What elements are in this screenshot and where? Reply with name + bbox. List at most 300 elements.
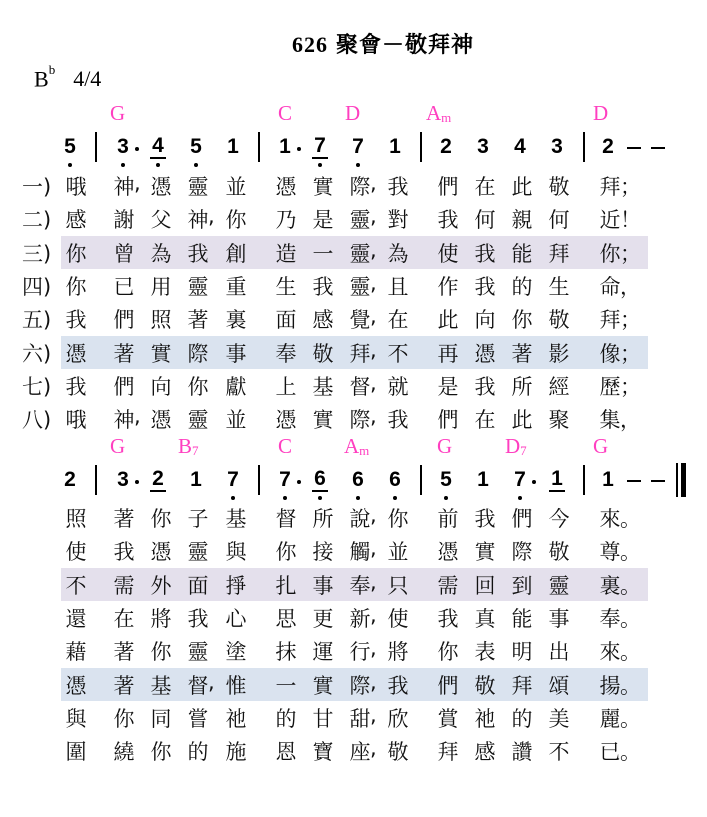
chord-symbol [110, 434, 125, 459]
lyric-char: 子 [187, 507, 209, 531]
lyric-end-punctuation: 。 [620, 540, 641, 565]
lyric-char: 們 [437, 673, 459, 698]
lyric-char: 運 [312, 640, 334, 665]
lyric-char: 著 [511, 341, 533, 366]
key-signature [34, 62, 102, 92]
lyric-char: 像 [599, 341, 621, 366]
chord-quality: 7 [192, 443, 199, 458]
lyric-char: 所 [511, 374, 533, 399]
lyric-char: 感 [474, 740, 496, 765]
lyric-char: 藉 [65, 640, 87, 665]
lyric-comma: , [370, 237, 377, 262]
time-signature: 4/4 [73, 66, 102, 92]
lyric-char: 事 [225, 341, 247, 366]
lyric-end-punctuation: ； [620, 308, 641, 333]
lyric-char: 實 [150, 341, 172, 366]
lyric-char: 你 [150, 507, 172, 531]
note: 1 [389, 135, 401, 158]
lyric-char: 並 [387, 540, 409, 565]
augmentation-dot [297, 147, 301, 151]
lyric-char: 我 [437, 208, 459, 233]
lyric-char: 思 [275, 606, 297, 631]
lyric-char: 接 [312, 540, 334, 565]
lyric-char: 督 [275, 507, 297, 531]
lyric-char: 說 [349, 507, 371, 531]
lyric-comma: , [370, 270, 377, 295]
lyric-char: 的 [187, 740, 209, 765]
lyric-char: 我 [312, 274, 334, 299]
lyric-char: 你 [113, 706, 135, 731]
lyric-char: 照 [65, 507, 87, 531]
lyric-char: 用 [150, 274, 172, 299]
lyric-end-punctuation: ！ [620, 208, 641, 233]
chord-root: D [593, 101, 609, 125]
lyric-char: 憑 [275, 408, 297, 433]
lyric-char: 座 [349, 740, 371, 765]
lyric-char: 我 [187, 241, 209, 266]
lyric-char: 裏 [225, 308, 247, 333]
lyric-char: 出 [548, 640, 570, 665]
lyric-end-punctuation: 。 [620, 606, 641, 631]
lyric-char: 行 [349, 640, 371, 665]
lyric-char: 作 [437, 274, 459, 299]
lyric-char: 並 [225, 175, 247, 199]
lyric-char: 造 [275, 241, 297, 266]
bar-line [95, 465, 97, 495]
lyric-char: 我 [474, 507, 496, 531]
lyric-char: 憑 [275, 175, 297, 199]
lyric-char: 靈 [349, 241, 371, 266]
lyric-char: 此 [437, 308, 459, 333]
lyric-char: 我 [387, 175, 409, 199]
lyric-char: 神 [187, 208, 209, 233]
lyric-char: 的 [275, 706, 297, 731]
lyric-char: 讚 [511, 740, 533, 765]
lyric-char: 實 [474, 540, 496, 565]
lyric-end-punctuation: 。 [620, 507, 641, 531]
chord-root: G [437, 434, 453, 458]
lyric-char: 不 [65, 573, 87, 598]
note: 5 [438, 468, 454, 492]
note: 2 [602, 135, 614, 158]
lyric-char: 回 [474, 573, 496, 598]
lyric-char: 向 [150, 374, 172, 399]
lyric-char: 面 [275, 308, 297, 333]
chord-symbol [345, 101, 360, 126]
lyric-char: 我 [437, 606, 459, 631]
lyric-char: 甜 [349, 706, 371, 731]
lyric-char: 拜 [599, 175, 621, 199]
lyric-comma: , [370, 404, 377, 429]
note: 1 [477, 468, 489, 491]
chord-symbol [178, 434, 199, 459]
lyric-end-punctuation: ； [620, 341, 641, 366]
lyric-char: 扎 [275, 573, 297, 598]
lyric-char: 著 [187, 308, 209, 333]
lyric-comma: , [370, 736, 377, 761]
lyric-char: 實 [312, 408, 334, 433]
lyric-char: 憑 [65, 341, 87, 366]
lyric-comma: , [370, 503, 377, 527]
lyric-char: 何 [474, 208, 496, 233]
chord-symbol [437, 434, 452, 459]
lyric-char: 表 [474, 640, 496, 665]
lyric-comma: , [370, 337, 377, 362]
lyric-end-punctuation: 。 [620, 640, 641, 665]
lyric-end-punctuation: 。 [620, 573, 641, 598]
chord-symbol [593, 101, 608, 126]
augmentation-dot [532, 480, 536, 484]
chord-symbol [278, 101, 292, 126]
lyric-char: 你 [225, 208, 247, 233]
lyric-char: 拜 [511, 673, 533, 698]
lyric-comma: , [370, 602, 377, 627]
lyric-char: 際 [187, 341, 209, 366]
lyric-char: 我 [65, 308, 87, 333]
lyric-char: 父 [150, 208, 172, 233]
lyric-char: 你 [511, 308, 533, 333]
lyric-char: 影 [548, 341, 570, 366]
chord-root: G [593, 434, 609, 458]
lyric-char: 為 [150, 241, 172, 266]
lyric-char: 此 [511, 175, 533, 199]
bar-line [258, 132, 260, 162]
lyric-char: 基 [225, 507, 247, 531]
lyric-char: 賞 [437, 706, 459, 731]
lyric-char: 祂 [474, 706, 496, 731]
lyric-char: 恩 [275, 740, 297, 765]
lyric-char: 你 [65, 241, 87, 266]
lyric-char: 同 [150, 706, 172, 731]
lyric-char: 靈 [187, 640, 209, 665]
lyric-char: 靈 [187, 408, 209, 433]
lyric-char: 敬 [387, 740, 409, 765]
note: 5 [62, 135, 78, 159]
lyric-char: 美 [548, 706, 570, 731]
chord-root: A [344, 434, 360, 458]
hymn-name: 聚會－敬拜神 [336, 33, 475, 58]
lyric-char: 哦 [65, 175, 87, 199]
lyric-char: 甘 [312, 706, 334, 731]
lyric-comma: , [370, 636, 377, 661]
lyric-char: 已 [113, 274, 135, 299]
lyric-char: 我 [474, 274, 496, 299]
lyric-char: 是 [312, 208, 334, 233]
lyric-char: 經 [548, 374, 570, 399]
lyric-char: 新 [349, 606, 371, 631]
lyric-end-punctuation: 。 [620, 740, 641, 765]
verse-number: 七) [22, 374, 52, 399]
lyric-char: 對 [387, 208, 409, 233]
bar-line [258, 465, 260, 495]
lyric-char: 際 [349, 408, 371, 433]
bar-line [95, 132, 97, 162]
lyric-char: 為 [387, 241, 409, 266]
lyric-char: 靈 [349, 208, 371, 233]
note: 7 [350, 135, 366, 159]
lyric-char: 敬 [548, 175, 570, 199]
lyric-char: 頌 [548, 673, 570, 698]
lyric-char: 我 [187, 606, 209, 631]
lyric-char: 你 [437, 640, 459, 665]
lyric-char: 一 [312, 241, 334, 266]
verse-number: 一) [22, 175, 52, 199]
lyric-char: 生 [275, 274, 297, 299]
lyric-char: 事 [312, 573, 334, 598]
lyric-char: 的 [511, 274, 533, 299]
lyric-char: 與 [65, 706, 87, 731]
lyric-char: 所 [312, 507, 334, 531]
lyric-char: 哦 [65, 408, 87, 433]
lyric-char: 親 [511, 208, 533, 233]
lyric-char: 命 [599, 274, 621, 299]
verse-number: 三) [22, 241, 52, 266]
note: 3 [117, 468, 129, 491]
lyric-char: 曾 [113, 241, 135, 266]
lyric-char: 將 [387, 640, 409, 665]
lyric-char: 憑 [437, 540, 459, 565]
lyric-char: 拜 [599, 308, 621, 333]
lyric-char: 的 [511, 706, 533, 731]
lyric-char: 著 [113, 673, 135, 698]
lyric-char: 靈 [548, 573, 570, 598]
lyric-char: 際 [511, 540, 533, 565]
lyric-char: 寶 [312, 740, 334, 765]
lyric-char: 不 [548, 740, 570, 765]
lyric-char: 掙 [225, 573, 247, 598]
lyric-char: 繞 [113, 740, 135, 765]
lyric-char: 際 [349, 175, 371, 199]
final-bar-thin [676, 463, 678, 497]
lyric-char: 麗 [599, 706, 621, 731]
lyric-char: 敬 [548, 540, 570, 565]
lyric-comma: , [370, 171, 377, 195]
lyric-char: 揚 [599, 673, 621, 698]
lyric-char: 心 [225, 606, 247, 631]
lyric-char: 抹 [275, 640, 297, 665]
lyric-char: 敬 [548, 308, 570, 333]
lyric-char: 你 [187, 374, 209, 399]
lyric-char: 再 [437, 341, 459, 366]
lyric-char: 外 [150, 573, 172, 598]
lyric-char: 創 [225, 241, 247, 266]
lyric-char: 們 [113, 374, 135, 399]
lyric-char: 圍 [65, 740, 87, 765]
lyric-char: 與 [225, 540, 247, 565]
verse-number: 五) [22, 308, 52, 333]
note: 4 [150, 135, 166, 159]
lyric-end-punctuation: ； [620, 374, 641, 399]
note: 7 [277, 468, 293, 492]
lyric-char: 你 [387, 507, 409, 531]
lyric-char: 你 [599, 241, 621, 266]
note: 6 [312, 468, 328, 492]
lyric-char: 你 [150, 640, 172, 665]
lyric-char: 能 [511, 606, 533, 631]
lyric-char: 際 [349, 673, 371, 698]
chord-symbol [278, 434, 292, 459]
lyric-char: 更 [312, 606, 334, 631]
lyric-end-punctuation: ； [620, 241, 641, 266]
lyric-comma: , [370, 204, 377, 229]
lyric-comma: , [208, 669, 215, 694]
note: 1 [279, 135, 291, 158]
lyric-char: 敬 [312, 341, 334, 366]
lyric-comma: , [208, 204, 215, 229]
lyric-char: 獻 [225, 374, 247, 399]
lyric-char: 使 [65, 540, 87, 565]
lyric-char: 憑 [150, 175, 172, 199]
chord-root: C [278, 101, 293, 125]
augmentation-dot [297, 480, 301, 484]
lyric-char: 神 [113, 408, 135, 433]
note: 1 [227, 135, 239, 158]
key-letter: B [34, 66, 49, 92]
lyric-end-punctuation: 。 [620, 706, 641, 731]
lyric-char: 需 [437, 573, 459, 598]
lyric-char: 乃 [275, 208, 297, 233]
chord-root: D [505, 434, 521, 458]
chord-root: C [278, 434, 293, 458]
augmentation-dot [135, 147, 139, 151]
verse-number: 四) [22, 274, 52, 299]
lyric-char: 你 [150, 740, 172, 765]
chord-root: B [178, 434, 193, 458]
lyric-char: 何 [548, 208, 570, 233]
sustain-dash [651, 147, 665, 149]
lyric-comma: , [370, 702, 377, 727]
lyric-char: 在 [113, 606, 135, 631]
chord-symbol [110, 101, 125, 126]
note: 4 [514, 135, 526, 158]
note: 7 [312, 135, 328, 159]
lyric-char: 能 [511, 241, 533, 266]
lyric-char: 聚 [548, 408, 570, 433]
lyric-char: 一 [275, 673, 297, 698]
lyric-char: 就 [387, 374, 409, 399]
sustain-dash [627, 147, 641, 149]
lyric-char: 感 [65, 208, 87, 233]
lyric-end-punctuation: ； [620, 175, 641, 199]
bar-line [420, 132, 422, 162]
note: 2 [64, 468, 76, 491]
lyric-char: 歷 [599, 374, 621, 399]
lyric-char: 靈 [187, 274, 209, 299]
note: 1 [549, 468, 565, 492]
lyric-char: 們 [113, 308, 135, 333]
lyric-char: 惟 [225, 673, 247, 698]
lyric-char: 你 [275, 540, 297, 565]
lyric-char: 已 [599, 740, 621, 765]
lyric-char: 只 [387, 573, 409, 598]
chord-root: A [426, 101, 442, 125]
lyric-char: 到 [511, 573, 533, 598]
augmentation-dot [135, 480, 139, 484]
lyric-char: 我 [474, 374, 496, 399]
lyric-char: 向 [474, 308, 496, 333]
lyric-end-punctuation: ， [620, 408, 641, 433]
lyric-char: 著 [113, 341, 135, 366]
lyric-char: 督 [187, 673, 209, 698]
lyric-char: 謝 [113, 208, 135, 233]
lyric-char: 拜 [437, 740, 459, 765]
lyric-char: 著 [113, 640, 135, 665]
verse-number: 八) [22, 408, 52, 433]
lyric-char: 我 [387, 408, 409, 433]
lyric-char: 事 [548, 606, 570, 631]
verse-number: 二) [22, 208, 52, 233]
lyric-char: 憑 [474, 341, 496, 366]
note: 1 [190, 468, 202, 491]
chord-root: G [110, 101, 126, 125]
lyric-char: 在 [474, 175, 496, 199]
lyric-char: 拜 [548, 241, 570, 266]
lyric-char: 靈 [349, 274, 371, 299]
note: 7 [512, 468, 528, 492]
lyric-char: 近 [599, 208, 621, 233]
lyric-char: 督 [349, 374, 371, 399]
lyric-char: 使 [387, 606, 409, 631]
chord-quality: 7 [520, 443, 527, 458]
lyric-char: 感 [312, 308, 334, 333]
lyric-char: 奉 [275, 341, 297, 366]
lyric-comma: , [370, 370, 377, 395]
note: 3 [477, 135, 489, 158]
note: 1 [602, 468, 614, 491]
chord-quality: m [441, 110, 452, 125]
lyric-comma: , [370, 569, 377, 594]
note: 2 [440, 135, 452, 158]
sustain-dash [627, 480, 641, 482]
lyric-char: 靈 [187, 175, 209, 199]
lyric-comma: , [370, 536, 377, 561]
lyric-char: 奉 [599, 606, 621, 631]
bar-line [583, 465, 585, 495]
lyric-char: 是 [437, 374, 459, 399]
lyric-comma: , [370, 669, 377, 694]
lyric-end-punctuation: 。 [620, 673, 641, 698]
lyric-char: 覺 [349, 308, 371, 333]
lyric-char: 基 [150, 673, 172, 698]
lyric-char: 需 [113, 573, 135, 598]
lyric-comma: , [370, 304, 377, 329]
note: 6 [387, 468, 403, 492]
lyric-char: 靈 [187, 540, 209, 565]
lyric-comma: , [134, 171, 141, 195]
chord-symbol [426, 101, 451, 126]
lyric-char: 基 [312, 374, 334, 399]
lyric-char: 尊 [599, 540, 621, 565]
lyric-char: 面 [187, 573, 209, 598]
lyric-char: 我 [474, 241, 496, 266]
lyric-char: 憑 [150, 540, 172, 565]
lyric-char: 著 [113, 507, 135, 531]
bar-line [583, 132, 585, 162]
lyric-char: 施 [225, 740, 247, 765]
lyric-char: 照 [150, 308, 172, 333]
note: 7 [225, 468, 241, 492]
lyric-char: 嘗 [187, 706, 209, 731]
lyric-char: 將 [150, 606, 172, 631]
final-bar-thick [681, 463, 686, 497]
chord-quality: m [359, 443, 370, 458]
lyric-char: 來 [599, 640, 621, 665]
lyric-char: 拜 [349, 341, 371, 366]
lyric-char: 且 [387, 274, 409, 299]
key-accidental: b [48, 62, 56, 77]
bar-line [420, 465, 422, 495]
lyric-char: 你 [65, 274, 87, 299]
